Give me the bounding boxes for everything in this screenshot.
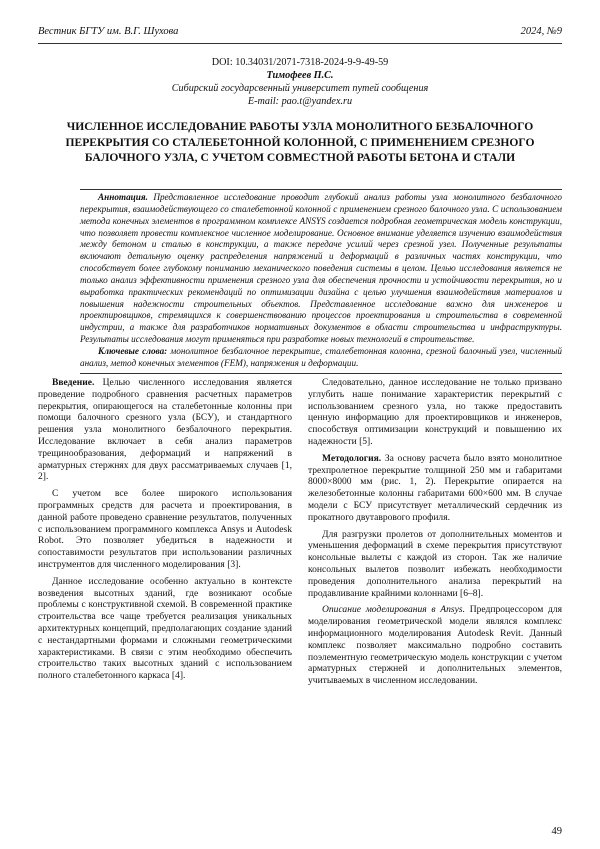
keywords-label: Ключевые слова:	[98, 345, 168, 356]
front-matter	[38, 56, 562, 108]
abstract-paragraph	[80, 192, 562, 346]
relevance-paragraph: Данное исследование особенно актуально в контексте возведения высотных зданий, где возникают особые проблемы с конструктивной схемой. В современной практике строительства все чаще требуется реализация уникальных архитектурных концепций, предполагающих создание зданий с нестандартными формами и сложными геометрическими характеристиками. В связи с этим необходимо обеспечить строительство таких высотных зданий с использованием полного сталебетонного каркаса [4].	[38, 575, 292, 682]
abstract-label: Аннотация.	[98, 192, 148, 202]
software-paragraph: С учетом все более широкого использования программных средств для расчета и проектирования, в данной работе проведено сравнение результатов, полученных с использованием программного комплекса Ansys и Autodesk Robot. Это позволяет убедиться в надежности и сопоставимости результатов при использовании различных инструментов для численного моделирования [3].	[38, 488, 292, 570]
journal-name: Вестник БГТУ им. В.Г. Шухова	[38, 26, 179, 37]
page-number: 49	[551, 826, 562, 837]
methodology-text: За основу расчета было взято монолитное трехпролетное перекрытие толщиной 250 мм и габаритами 8000×8000 мм (рис. 1, 2). Перекрытие опирается на железобетонные колонны габаритами 600×600 мм. В случае модели с БСУ присутствует металлический сердечник из прокатного двутаврового профиля.	[308, 452, 562, 523]
methodology-paragraph	[308, 453, 562, 524]
modeling-text: Предпроцессором для моделирования геометрической модели являлся комплекс информационного моделирования Autodesk Revit. Данный комплекс позволяет максимально подробно составить поэлементную геометрическую модель конструкции с учетом арматурных стержней и дополнительных элементов, учитываемых в численном исследовании.	[308, 604, 562, 687]
issue-number: 2024, №9	[520, 26, 562, 37]
abstract	[80, 189, 562, 374]
running-header	[38, 26, 562, 37]
intro-label: Введение.	[52, 377, 95, 388]
email: E-mail: pao.t@yandex.ru	[247, 96, 353, 107]
right-column	[308, 377, 562, 692]
doi: DOI: 10.34031/2071-7318-2024-9-9-49-59	[211, 57, 389, 68]
conclusion-paragraph: Следовательно, данное исследование не только призвано углубить наше понимание характеристик перекрытий с использованием срезного узла, но также предоставить ценную информацию для проектировщиков и инженеров, способствуя оптимизации конструкций и повышению их надежности [5].	[308, 377, 562, 447]
left-column	[38, 377, 292, 692]
body-columns	[38, 377, 562, 692]
affiliation: Сибирский государсвенный университет путей сообщения	[171, 83, 429, 94]
modeling-label: Описание моделирования в Ansys.	[322, 604, 465, 616]
modeling-paragraph	[308, 604, 562, 687]
keywords-paragraph	[80, 346, 562, 370]
header-divider	[38, 43, 562, 44]
keywords-text: монолитное безбалочное перекрытие, сталебетонная колонна, срезной балочный узел, численный анализ, метод конечных элементов (FEM), напряжения и деформации.	[80, 345, 562, 368]
paper-title: ЧИСЛЕННОЕ ИССЛЕДОВАНИЕ РАБОТЫ УЗЛА МОНОЛИТНОГО БЕЗБАЛОЧНОГО ПЕРЕКРЫТИЯ СО СТАЛЕБЕТОННОЙ КОЛОННОЙ, С ПРИМЕНЕНИЕМ СРЕЗНОГО БАЛОЧНОГО УЗЛА, С УЧЕТОМ СОВМЕСТНОЙ РАБОТЫ БЕТОНА И СТАЛИ	[65, 120, 535, 164]
intro-paragraph	[38, 377, 292, 483]
intro-text: Целью численного исследования является проведение подробного сравнения расчетных параметров перекрытия, опирающегося на сталебетонные колонны при помощи балочного срезного узла (БСУ), и стандартного решения узла монолитного безбалочного перекрытия. Исследование включает в себя анализ параметров трещинообразования, деформаций и напряжений в арматурных стержнях для двух рассматриваемых случаев [1, 2].	[38, 377, 292, 483]
author: Тимофеев П.С.	[266, 70, 334, 81]
abstract-text: Представленное исследование проводит глубокий анализ работы узла монолитного безбалочного перекрытия, взаимодействующего со сталебетонной колонной с применением срезного балочного узла. С использованием метода конечных элементов в программном комплексе ANSYS создается подробная геометрическая модель конструкции, что позволяет провести комплексное численное моделирование. Основное внимание уделяется изучению взаимодействия между бетоном и сталью в конструкции, а также передаче усилий через срезной узел. Полученные результаты включают детальную оценку распределения напряжений и деформаций в различных частях конструкции, что способствует более глубокому пониманию механического поведения системы в целом. Целью исследования является не только анализ эффективности применения срезного узла для обеспечения прочности и устойчивости перекрытия, но и выработка практических рекомендаций по оптимизации дизайна с целью улучшения взаимодействия материалов и повышения надежности строительных объектов. Представленное исследование важно для инженеров и проектировщиков, стремящихся к совершенствованию процессов проектирования и строительства в современной индустрии, а также для разработчиков нормативных документов в области строительства и инфраструктуры. Результаты исследования могут применяться при разработке новых технологий в строительстве.	[80, 192, 563, 345]
cantilever-paragraph: Для разгрузки пролетов от дополнительных моментов и уменьшения деформаций в схеме перекрытия присутствуют консольные вылеты с каждой из сторон. Так же наличие консольных вылетов позволит избежать необходимости проведения дополнительного анализа перекрытий на продавливание крайними колоннами [6–8].	[308, 528, 562, 599]
methodology-label: Методология.	[322, 452, 382, 464]
